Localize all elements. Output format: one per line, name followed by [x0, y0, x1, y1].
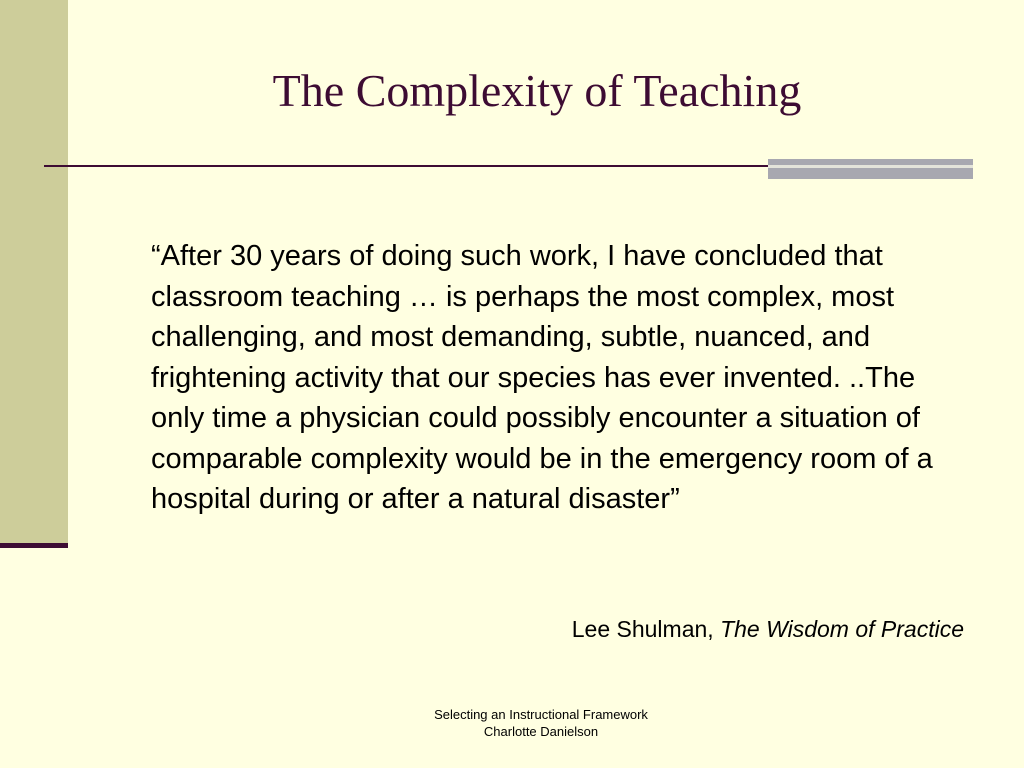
attribution-author: Lee Shulman, [571, 616, 714, 642]
attribution-work-title: The Wisdom of Practice [720, 616, 964, 642]
left-accent-underline [0, 543, 68, 548]
slide-footer [380, 706, 702, 740]
footer-line-author: Charlotte Danielson [483, 724, 599, 739]
slide-title: The Complexity of Teaching [272, 65, 802, 116]
decorative-gray-block [768, 159, 973, 179]
quote-text: “After 30 years of doing such work, I have concluded that classroom teaching … is perhaps the most complex, most challenging, and most demanding, subtle, nuanced, and frightening activity that our species has ever invented. ..The only time a physician could possibly encounter a situation of comparable complexity would be in the emergency room of a hospital during or after a natural disaster” [151, 240, 933, 515]
title-divider-line [44, 165, 770, 167]
quote-attribution [500, 616, 964, 643]
footer-line-title: Selecting an Instructional Framework [434, 707, 648, 722]
